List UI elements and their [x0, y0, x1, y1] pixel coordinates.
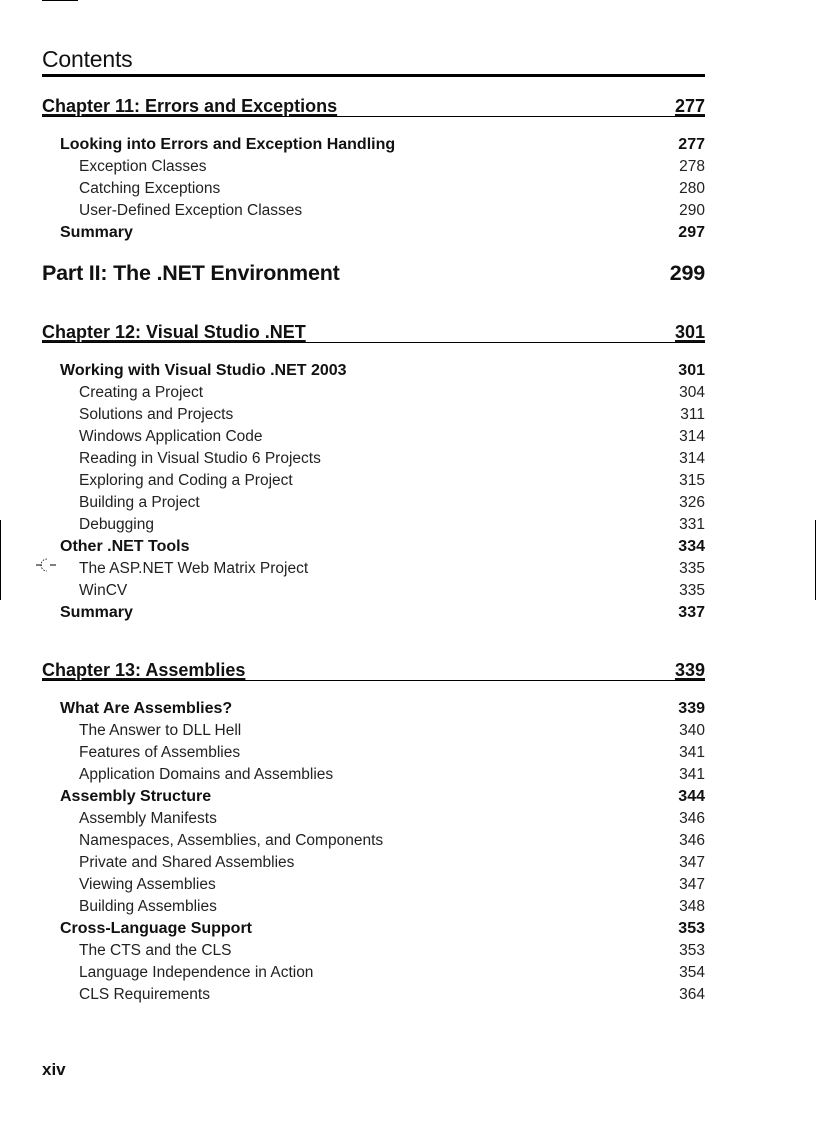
subsection-title: Features of Assemblies — [79, 744, 241, 761]
subsection-title: Namespaces, Assemblies, and Components — [79, 832, 384, 849]
subsection-title: The Answer to DLL Hell — [79, 722, 242, 739]
toc-subsection[interactable] — [42, 984, 705, 1006]
toc-subsection[interactable] — [42, 720, 705, 742]
subsection-title: Debugging — [79, 516, 154, 533]
subsection-page: 335 — [679, 582, 705, 599]
subsection-title: Application Domains and Assemblies — [79, 766, 334, 783]
subsection-page: 340 — [679, 722, 705, 739]
section-title: Summary — [60, 604, 133, 621]
subsection-page: 335 — [679, 560, 705, 577]
section-page: 301 — [678, 362, 705, 379]
subsection-title: Windows Application Code — [79, 428, 263, 445]
toc-subsection[interactable] — [42, 426, 705, 448]
subsection-title: The ASP.NET Web Matrix Project — [79, 560, 309, 577]
toc-subsection[interactable] — [42, 404, 705, 426]
subsection-title: Creating a Project — [79, 384, 204, 401]
subsection-title: Building Assemblies — [79, 898, 217, 915]
toc-section[interactable] — [42, 786, 705, 808]
section-title: Summary — [60, 224, 133, 241]
section-title: Looking into Errors and Exception Handling — [60, 136, 396, 153]
subsection-title: Catching Exceptions — [79, 180, 221, 197]
toc-subsection[interactable] — [42, 558, 705, 580]
toc-subsection[interactable] — [42, 808, 705, 830]
chapter-title: Chapter 11: Errors and Exceptions — [42, 96, 338, 116]
toc-section[interactable] — [42, 698, 705, 720]
toc-subsection[interactable] — [42, 874, 705, 896]
scan-artifact-icon — [36, 556, 56, 572]
chapter-title: Chapter 12: Visual Studio .NET — [42, 322, 306, 342]
toc-subsection[interactable] — [42, 852, 705, 874]
toc-section[interactable] — [42, 918, 705, 940]
subsection-page: 315 — [679, 472, 705, 489]
part-title: Part II: The .NET Environment — [42, 261, 340, 285]
section-page: 353 — [678, 920, 705, 937]
toc-subsection[interactable] — [42, 514, 705, 536]
subsection-title: Assembly Manifests — [79, 810, 217, 827]
toc-chapter[interactable] — [42, 322, 705, 343]
toc-subsection[interactable] — [42, 962, 705, 984]
toc-section[interactable] — [42, 536, 705, 558]
part-page: 299 — [669, 261, 705, 285]
subsection-page: 290 — [679, 202, 705, 219]
title-rule — [42, 74, 705, 77]
toc-subsection[interactable] — [42, 178, 705, 200]
toc — [42, 96, 705, 1006]
subsection-title: Building a Project — [79, 494, 200, 511]
subsection-page: 278 — [679, 158, 705, 175]
subsection-title: Exploring and Coding a Project — [79, 472, 293, 489]
subsection-page: 347 — [679, 854, 705, 871]
section-page: 277 — [678, 136, 705, 153]
section-page: 297 — [678, 224, 705, 241]
section-title: Other .NET Tools — [60, 538, 190, 555]
toc-part[interactable] — [42, 260, 705, 286]
page-folio: xiv — [42, 1060, 66, 1079]
subsection-page: 364 — [679, 986, 705, 1003]
subsection-title: User-Defined Exception Classes — [79, 202, 303, 219]
toc-subsection[interactable] — [42, 470, 705, 492]
subsection-page: 348 — [679, 898, 705, 915]
section-title: What Are Assemblies? — [60, 700, 233, 717]
page-title: Contents — [42, 46, 133, 72]
toc-section[interactable] — [42, 222, 705, 244]
left-edge-mark — [0, 520, 1, 600]
chapter-page: 277 — [674, 96, 705, 116]
subsection-title: Private and Shared Assemblies — [79, 854, 295, 871]
top-rule — [42, 0, 78, 1]
toc-subsection[interactable] — [42, 940, 705, 962]
toc-section[interactable] — [42, 360, 705, 382]
subsection-page: 354 — [679, 964, 705, 981]
chapter-page: 301 — [674, 322, 705, 342]
subsection-page: 347 — [679, 876, 705, 893]
toc-subsection[interactable] — [42, 896, 705, 918]
toc-subsection[interactable] — [42, 580, 705, 602]
subsection-page: 331 — [679, 516, 705, 533]
subsection-page: 314 — [679, 450, 705, 467]
subsection-page: 341 — [679, 744, 705, 761]
section-page: 337 — [678, 604, 705, 621]
section-page: 339 — [678, 700, 705, 717]
subsection-page: 304 — [679, 384, 705, 401]
subsection-title: Solutions and Projects — [79, 406, 234, 423]
subsection-page: 346 — [679, 832, 705, 849]
toc-chapter[interactable] — [42, 96, 705, 117]
subsection-page: 314 — [679, 428, 705, 445]
toc-chapter[interactable] — [42, 660, 705, 681]
subsection-page: 326 — [679, 494, 705, 511]
subsection-title: CLS Requirements — [79, 986, 210, 1003]
subsection-title: Language Independence in Action — [79, 964, 314, 981]
subsection-title: Exception Classes — [79, 158, 207, 175]
section-title: Working with Visual Studio .NET 2003 — [60, 362, 347, 379]
toc-subsection[interactable] — [42, 764, 705, 786]
toc-subsection[interactable] — [42, 448, 705, 470]
toc-subsection[interactable] — [42, 830, 705, 852]
toc-section[interactable] — [42, 134, 705, 156]
subsection-page: 311 — [680, 406, 705, 423]
subsection-page: 346 — [679, 810, 705, 827]
subsection-page: 280 — [679, 180, 705, 197]
toc-subsection[interactable] — [42, 742, 705, 764]
subsection-title: Viewing Assemblies — [79, 876, 216, 893]
section-title: Assembly Structure — [60, 788, 212, 805]
toc-subsection[interactable] — [42, 382, 705, 404]
section-page: 344 — [678, 788, 705, 805]
toc-section[interactable] — [42, 602, 705, 624]
toc-subsection[interactable] — [42, 156, 705, 178]
toc-subsection[interactable] — [42, 492, 705, 514]
toc-subsection[interactable] — [42, 200, 705, 222]
subsection-title: Reading in Visual Studio 6 Projects — [79, 450, 321, 467]
section-title: Cross-Language Support — [60, 920, 253, 937]
chapter-page: 339 — [674, 660, 705, 680]
chapter-title: Chapter 13: Assemblies — [42, 660, 246, 680]
section-page: 334 — [678, 538, 705, 555]
subsection-title: WinCV — [79, 582, 128, 599]
subsection-page: 353 — [679, 942, 705, 959]
subsection-page: 341 — [679, 766, 705, 783]
subsection-title: The CTS and the CLS — [79, 942, 232, 959]
